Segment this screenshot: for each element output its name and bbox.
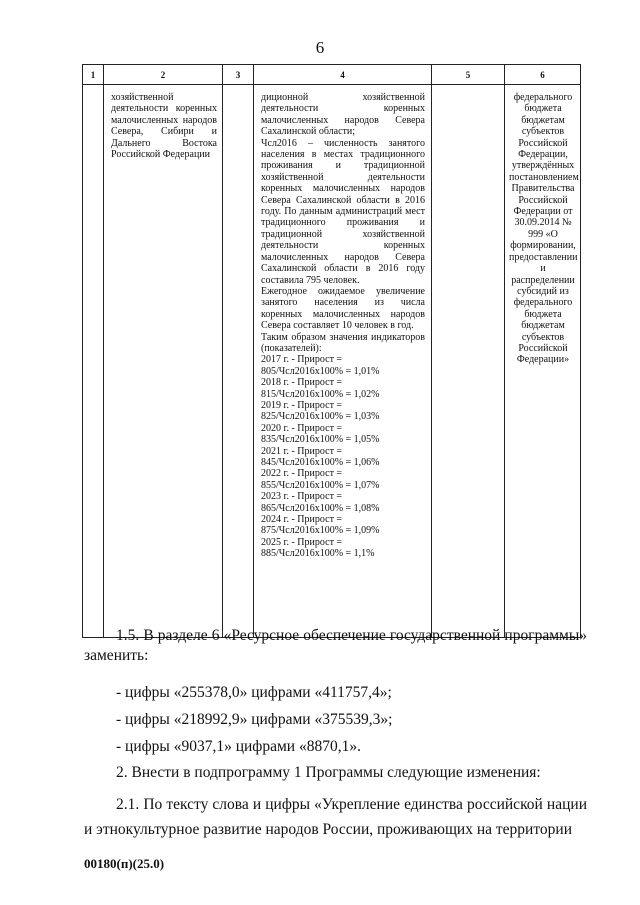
cell-col-3 <box>223 85 254 638</box>
paragraph-2-1: 2.1. По тексту слова и цифры «Укрепление единства российской нации и этнокультурное развитие народов России, проживающих на территории <box>84 796 587 838</box>
indicator-year: 2018 г. - Прирост = <box>261 377 343 389</box>
document-code: 00180(п)(25.0) <box>84 856 165 871</box>
cell-col-2 <box>104 85 223 638</box>
table-row <box>83 85 581 638</box>
indicator-list <box>261 354 425 559</box>
header-col-3: 3 <box>223 65 254 85</box>
header-col-6: 6 <box>505 65 581 85</box>
method-intro: диционной хозяйственной деятельности коренных малочисленных народов Севера Сахалинской области; <box>261 92 425 138</box>
indicator-formula: 805/Чсл2016х100% = 1,01% <box>261 365 380 377</box>
paragraph-2: 2. Внести в подпрограмму 1 Программы следующие изменения: <box>116 764 541 781</box>
method-definition: Чсл2016 – численность занятого населения в местах традиционного проживания и традиционной хозяйственной деятельности коренных малочисленных народов Севера Сахалинской области в 2016 году. По данным администраций мест традиционного проживания и традиционной хозяйственной деятельности коренных малочисленных народов Севера Сахалинской области в 2016 году составила 795 человек. <box>261 137 425 286</box>
cell-col-5 <box>432 85 505 638</box>
indicator-year: 2017 г. - Прирост = <box>261 354 343 366</box>
indicator-formula: 885/Чсл2016х100% = 1,1% <box>261 548 375 560</box>
indicator-formula: 835/Чсл2016х100% = 1,05% <box>261 434 380 446</box>
indicator-formula: 845/Чсл2016х100% = 1,06% <box>261 457 380 468</box>
indicator-year: 2021 г. - Прирост = <box>261 445 343 457</box>
table-header-row <box>83 65 581 85</box>
indicator-year: 2022 г. - Прирост = <box>261 468 343 480</box>
indicator-formula: 865/Чсл2016х100% = 1,08% <box>261 502 380 514</box>
page-number: 6 <box>315 38 325 57</box>
method-expectation: Ежегодное ожидаемое увеличение занятого населения из числа коренных малочисленных народов Севера составляет 10 человек в год. <box>261 285 425 332</box>
indicator-year: 2024 г. - Прирост = <box>261 514 343 526</box>
indicator-year: 2023 г. - Прирост = <box>261 491 343 503</box>
legal-basis-text: федерального бюджета бюджетам субъектов Российской Федерации, утверждённых постановлением Правительства Российской Федерации от 30.09.2014 № 999 «О формировании, предоставлении и распределении субсидий из федерального бюджета бюджетам субъектов Российской Федерации» <box>509 92 579 366</box>
indicator-name-text: хозяйственной деятельности коренных малочисленных народов Севера, Сибири и Дальнего Востока Российской Федерации <box>111 92 217 161</box>
cell-col-4 <box>254 85 432 638</box>
method-summary: Таким образом значения индикаторов (показателей): <box>261 331 425 354</box>
indicator-formula: 815/Чсл2016х100% = 1,02% <box>261 388 380 400</box>
header-col-5: 5 <box>432 65 505 85</box>
paragraph-1-5: 1.5. В разделе 6 «Ресурсное обеспечение государственной программы» заменить: <box>84 627 587 664</box>
cell-col-1 <box>83 85 104 638</box>
calculation-method <box>254 85 431 560</box>
indicator-formula: 855/Чсл2016х100% = 1,07% <box>261 479 380 491</box>
header-col-2: 2 <box>104 65 223 85</box>
indicator-formula: 825/Чсл2016х100% = 1,03% <box>261 411 380 423</box>
cell-col-6 <box>505 85 581 638</box>
indicator-formula: 875/Чсл2016х100% = 1,09% <box>261 525 380 537</box>
header-col-1: 1 <box>83 65 104 85</box>
list-item: - цифры «255378,0» цифрами «411757,4»; <box>116 684 392 701</box>
list-item: - цифры «9037,1» цифрами «8870,1». <box>116 738 361 755</box>
list-item: - цифры «218992,9» цифрами «375539,3»; <box>116 711 393 728</box>
program-table <box>82 64 581 638</box>
indicator-year: 2025 г. - Прирост = <box>261 536 343 548</box>
indicator-year: 2019 г. - Прирост = <box>261 399 343 411</box>
indicator-year: 2020 г. - Прирост = <box>261 422 343 434</box>
header-col-4: 4 <box>254 65 432 85</box>
